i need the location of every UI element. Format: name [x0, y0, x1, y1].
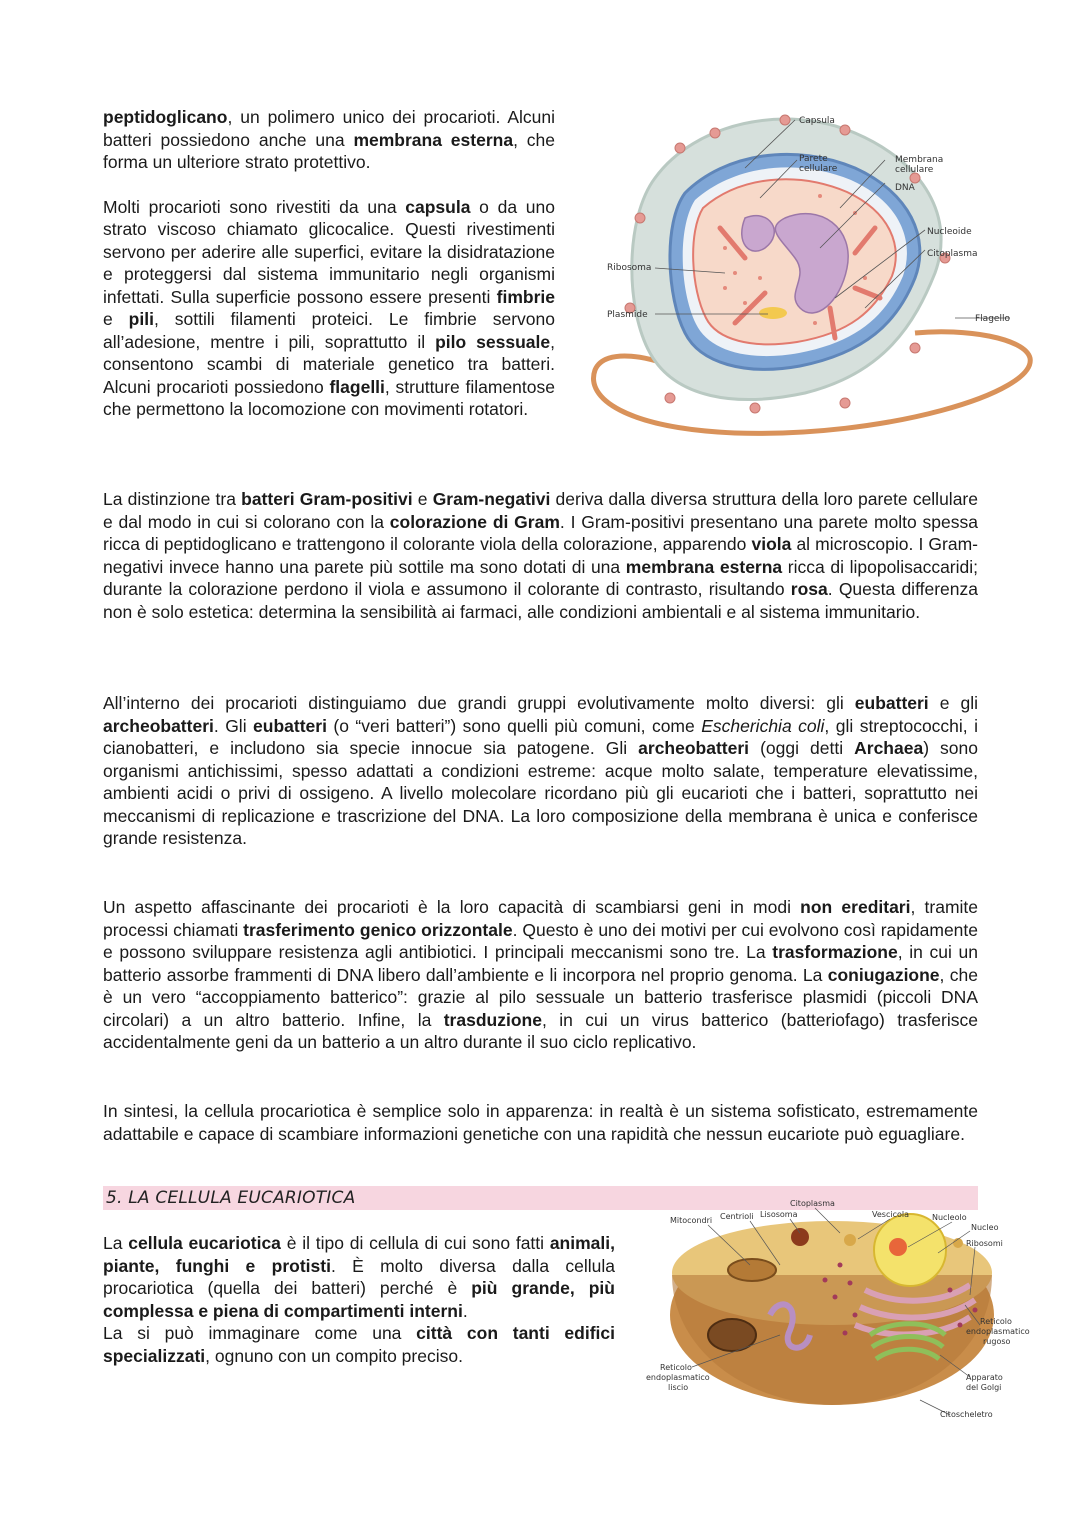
euk-label-rer: Reticolo — [980, 1317, 1012, 1326]
label-citoplasma: Citoplasma — [927, 249, 978, 259]
euk-label-citoplasma: Citoplasma — [790, 1199, 835, 1208]
euk-label-centrioli: Centrioli — [720, 1212, 754, 1221]
eukaryote-cell-illustration — [670, 1208, 994, 1415]
euk-label-golgi: Apparato — [966, 1373, 1003, 1382]
paragraph-eubacteria-archaea: All’interno dei procarioti distinguiamo due grandi gruppi evolutivamente molto diversi: gli eubatteri e gli archeobatteri. Gli eubatteri (o “veri batteri”) sono quelli più comuni, come Escherichia coli, gli streptococchi, i cianobatteri, e includono sia specie innocue sia patogene. Gli archeobatteri (oggi detti Archaea) sono organismi antichissimi, spesso adattati a condizioni estreme: acque molto salate, temperature elevatissime, ambienti acidi o privi di ossigeno. A livello molecolare ricordano più gli eucarioti che i batteri, soprattutto nei meccanismi di replicazione e trascrizione del DNA. La loro composizione della membrana è unica e conferisce grande resistenza. — [103, 693, 979, 848]
paragraph-eukaryotic-cell: La cellula eucariotica è il tipo di cellula di cui sono fatti animali, piante, funghi e protisti. È molto diversa dalla cellula procariotica (quella dei batteri) perché è più grande, più complessa e piena di compartimenti interni. La si può immaginare come una città con tanti edifici specializzati, ognuno con un compito preciso. — [103, 1233, 616, 1366]
euk-label-rer-3: rugoso — [983, 1337, 1011, 1346]
euk-label-vescicola: Vescicola — [872, 1210, 909, 1219]
prokaryote-cell-figure — [585, 108, 1040, 443]
eukaryote-cell-figure — [640, 1195, 1035, 1430]
euk-label-rer-2: endoplasmatico — [966, 1327, 1030, 1336]
euk-label-nucleo: Nucleo — [971, 1223, 999, 1232]
label-membrana: Membrana — [895, 155, 944, 165]
euk-label-ser-3: liscio — [668, 1383, 689, 1392]
section-title: 5. LA CELLULA EUCARIOTICA — [106, 1188, 356, 1208]
euk-label-citoscheletro: Citoscheletro — [940, 1410, 993, 1419]
label-membrana-2: cellulare — [895, 165, 934, 175]
label-parete: Parete — [799, 154, 828, 164]
label-capsula: Capsula — [799, 116, 835, 126]
paragraph-gram: La distinzione tra batteri Gram-positivi e Gram-negativi deriva dalla diversa struttura della loro parete cellulare e dal modo in cui si colorano con la colorazione di Gram. I Gram-positivi presentano una parete molto spessa ricca di peptidoglicano e trattengono il colorante viola della colorazione, apparendo viola al microscopio. I Gram-negativi invece hanno una parete più sottile ma sono dotati di una membrana esterna ricca di lipopolisaccaridi; durante la colorazione perdono il viola e assumono il colorante di contrasto, risultando rosa. Questa differenza non è solo estetica: determina la sensibilità ai farmaci, alle condizioni ambientali e al sistema immunitario. — [103, 489, 979, 622]
label-nucleoide: Nucleoide — [927, 227, 972, 237]
label-parete-2: cellulare — [799, 164, 838, 174]
paragraph-summary: In sintesi, la cellula procariotica è semplice solo in apparenza: in realtà è un sistema sofisticato, estremamente adattabile e capace di scambiare informazioni genetiche con una rapidità che nessun eucariote può eguagliare. — [103, 1101, 978, 1144]
label-flagello: Flagello — [975, 314, 1010, 324]
euk-label-ser-2: endoplasmatico — [646, 1373, 710, 1382]
euk-label-golgi-2: del Golgi — [966, 1383, 1002, 1392]
intro-column — [103, 106, 555, 421]
paragraph-horizontal-gene-transfer: Un aspetto affascinante dei procarioti è la loro capacità di scambiarsi geni in modi non ereditari, tramite processi chiamati trasferimento genico orizzontale. Questo è uno dei motivi per cui evolvono così rapidamente e possono sviluppare resistenza agli antibiotici. I principali meccanismi sono tre. La trasformazione, in cui un batterio assorbe frammenti di DNA libero dall’ambiente e li incorpora nel proprio genoma. La coniugazione, che è un vero “accoppiamento batterico”: grazie al pilo sessuale un batterio trasferisce plasmidi (piccoli DNA circolari) a un altro batterio. Infine, la trasduzione, in cui un virus batterico (batteriofago) trasferisce accidentalmente geni da un batterio a un altro durante il suo ciclo replicativo. — [103, 897, 979, 1052]
euk-label-ser: Reticolo — [660, 1363, 692, 1372]
paragraph-peptidoglycan: peptidoglicano, un polimero unico dei procarioti. Alcuni batteri possiedono anche una membrana esterna, che forma un ulteriore strato protettivo. — [103, 107, 555, 172]
label-ribosoma: Ribosoma — [607, 263, 652, 273]
euk-label-ribosomi: Ribosomi — [966, 1239, 1003, 1248]
euk-label-nucleolo: Nucleolo — [932, 1213, 967, 1222]
label-dna: DNA — [895, 183, 915, 193]
euk-label-lisosoma: Lisosoma — [760, 1210, 798, 1219]
label-plasmide: Plasmide — [607, 310, 648, 320]
paragraph-capsule: Molti procarioti sono rivestiti da una capsula o da uno strato viscoso chiamato glicocalice. Questi rivestimenti servono per aderire alle superfici, evitare la disidratazione e proteggersi dal sistema immunitario negli organismi infettati. Sulla superficie possono essere presenti fimbrie e pili, sottili filamenti proteici. Le fimbrie servono all’adesione, mentre i pili, soprattutto il pilo sessuale, consentono scambi di materiale genetico tra batteri. Alcuni procarioti possiedono flagelli, strutture filamentose che permettono la locomozione con movimenti rotatori. — [103, 196, 556, 419]
euk-label-mitocondri: Mitocondri — [670, 1216, 713, 1225]
